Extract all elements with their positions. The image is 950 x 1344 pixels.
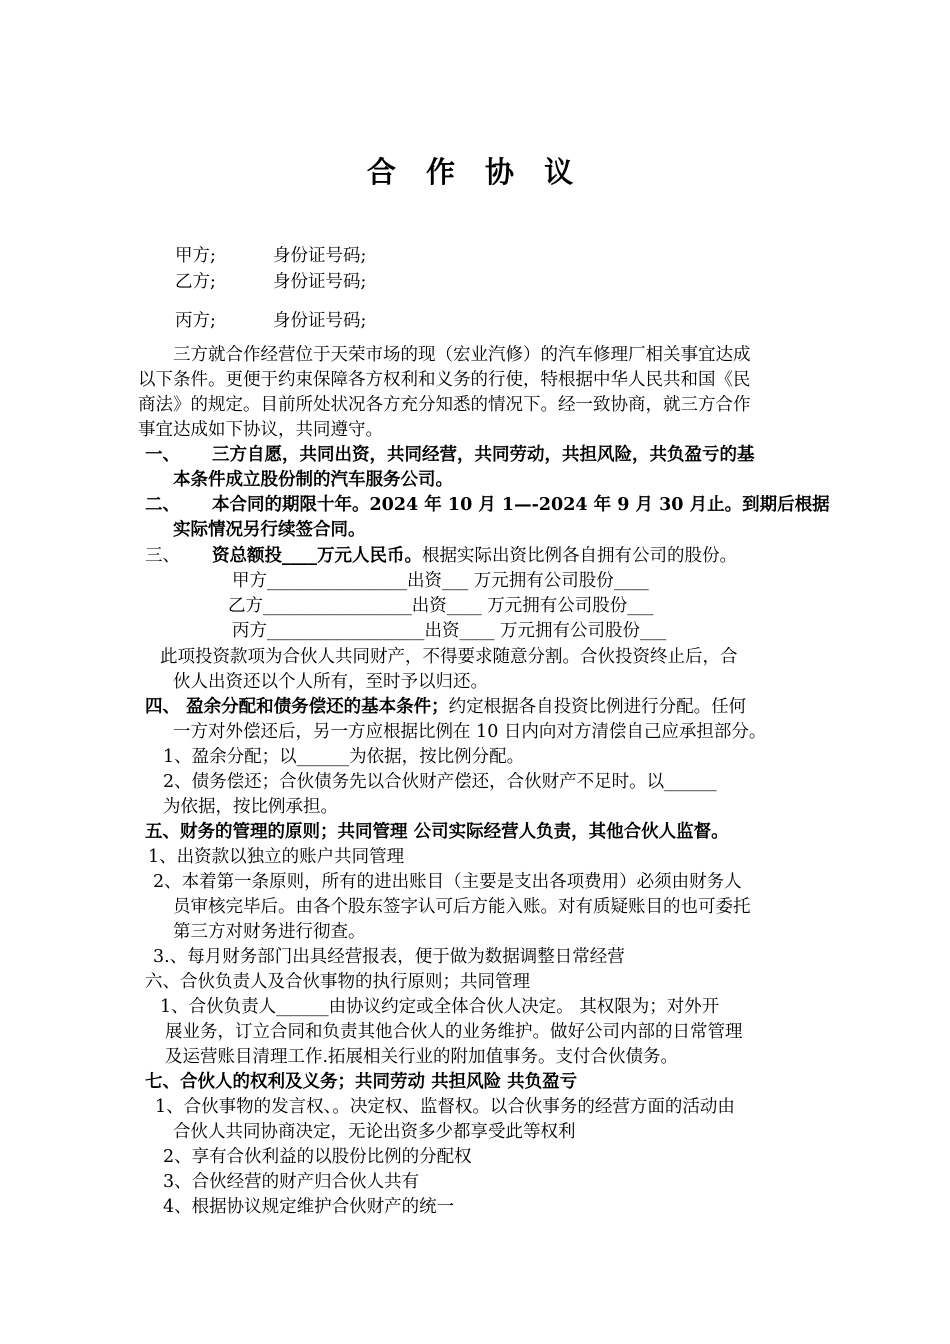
investment-row-a: 甲方________________出资___ 万元拥有公司股份____: [232, 571, 649, 591]
intro-line: 事宜达成如下协议，共同遵守。: [138, 420, 383, 440]
section-3-note: 此项投资款项为合伙人共同财产，不得要求随意分割。合伙投资终止后，合: [160, 647, 738, 667]
section-2-number: 二、: [145, 495, 180, 515]
section-5-item: 员审核完毕后。由各个股东签字认可后方能入账。对有质疑账目的也可委托: [173, 897, 751, 917]
section-4-heading: [145, 695, 746, 719]
party-c-id-label: 身份证号码;: [273, 311, 367, 331]
section-7-item: 4、根据协议规定维护合伙财产的统一: [163, 1197, 455, 1217]
section-7-heading: 七、合伙人的权利及义务；共同劳动 共担风险 共负盈亏: [145, 1072, 578, 1092]
section-5-item: 第三方对财务进行彻查。: [173, 922, 366, 942]
section-6-item: 及运营账目清理工作.拓展相关行业的附加值事务。支付合伙债务。: [165, 1047, 679, 1067]
section-6-item: 1、合伙负责人______由协议约定或全体合伙人决定。 其权限为；对外开: [160, 997, 720, 1017]
party-c-label: 丙方;: [175, 311, 216, 331]
section-7-item: 3、合伙经营的财产归合伙人共有: [163, 1172, 420, 1192]
section-5-heading: 五、财务的管理的原则；共同管理 公司实际经营人负责，其他合伙人监督。: [145, 822, 729, 842]
section-3-rest: 根据实际出资比例各自拥有公司的股份。: [422, 546, 737, 566]
section-5-item: 2、本着第一条原则，所有的进出账目（主要是支出各项费用）必须由财务人: [153, 872, 742, 892]
section-1-number: 一、: [145, 445, 180, 465]
intro-line: 以下条件。更便于约束保障各方权利和义务的行使，特根据中华人民共和国《民: [138, 370, 751, 390]
section-6-heading: 六、合伙负责人及合伙事物的执行原则；共同管理: [145, 972, 530, 992]
section-3-text: [212, 544, 737, 568]
section-6-item: 展业务，订立合同和负责其他合伙人的业务维护。做好公司内部的日常管理: [165, 1022, 743, 1042]
investment-row-b: 乙方_________________出资____ 万元拥有公司股份___: [228, 596, 654, 616]
intro-line: 三方就合作经营位于天荣市场的现（宏业汽修）的汽车修理厂相关事宜达成: [173, 345, 751, 365]
section-1-text: 本条件成立股份制的汽车服务公司。: [173, 470, 453, 490]
party-b-id-label: 身份证号码;: [273, 272, 367, 292]
investment-row-c: 丙方__________________出资____ 万元拥有公司股份___: [232, 621, 667, 641]
section-2-text: 本合同的期限十年。2024 年 10 月 1—-2024 年 9 月 30 月止。到期后根据: [212, 495, 830, 515]
section-4-item: 为依据，按比例承担。: [163, 797, 338, 817]
party-b-label: 乙方;: [175, 272, 216, 292]
section-5-item: 3.、每月财务部门出具经营报表，便于做为数据调整日常经营: [153, 947, 625, 967]
section-7-item: 合伙人共同协商决定，无论出资多少都享受此等权利: [173, 1122, 576, 1142]
document-title: 合 作 协 议: [366, 155, 584, 189]
section-3-number: 三、: [145, 546, 180, 566]
section-1-text: 三方自愿，共同出资，共同经营，共同劳动，共担风险，共负盈亏的基: [212, 445, 755, 465]
intro-line: 商法》的规定。目前所处状况各方充分知悉的情况下。经一致协商，就三方合作: [138, 395, 751, 415]
section-4-text: 一方对外偿还后，另一方应根据比例在 10 日内向对方清偿自己应承担部分。: [173, 722, 767, 742]
party-a-id-label: 身份证号码;: [273, 246, 367, 266]
section-3-bold: 资总额投____万元人民币。: [212, 546, 422, 566]
section-4-rest: 约定根据各自投资比例进行分配。任何: [448, 697, 747, 717]
section-7-item: 1、合伙事物的发言权、。决定权、监督权。以合伙事务的经营方面的活动由: [155, 1097, 735, 1117]
party-a-label: 甲方;: [175, 246, 216, 266]
section-5-item: 1、出资款以独立的账户共同管理: [148, 847, 405, 867]
section-7-item: 2、享有合伙利益的以股份比例的分配权: [163, 1147, 472, 1167]
section-3-note: 伙人出资还以个人所有，至时予以归还。: [173, 672, 488, 692]
section-4-item: 1、盈余分配；以______为依据，按比例分配。: [163, 747, 525, 767]
section-2-text: 实际情况另行续签合同。: [173, 520, 366, 540]
section-4-item: 2、债务偿还；合伙债务先以合伙财产偿还，合伙财产不足时。以______: [163, 772, 717, 792]
section-4-bold: 四、 盈余分配和债务偿还的基本条件；: [145, 697, 449, 717]
